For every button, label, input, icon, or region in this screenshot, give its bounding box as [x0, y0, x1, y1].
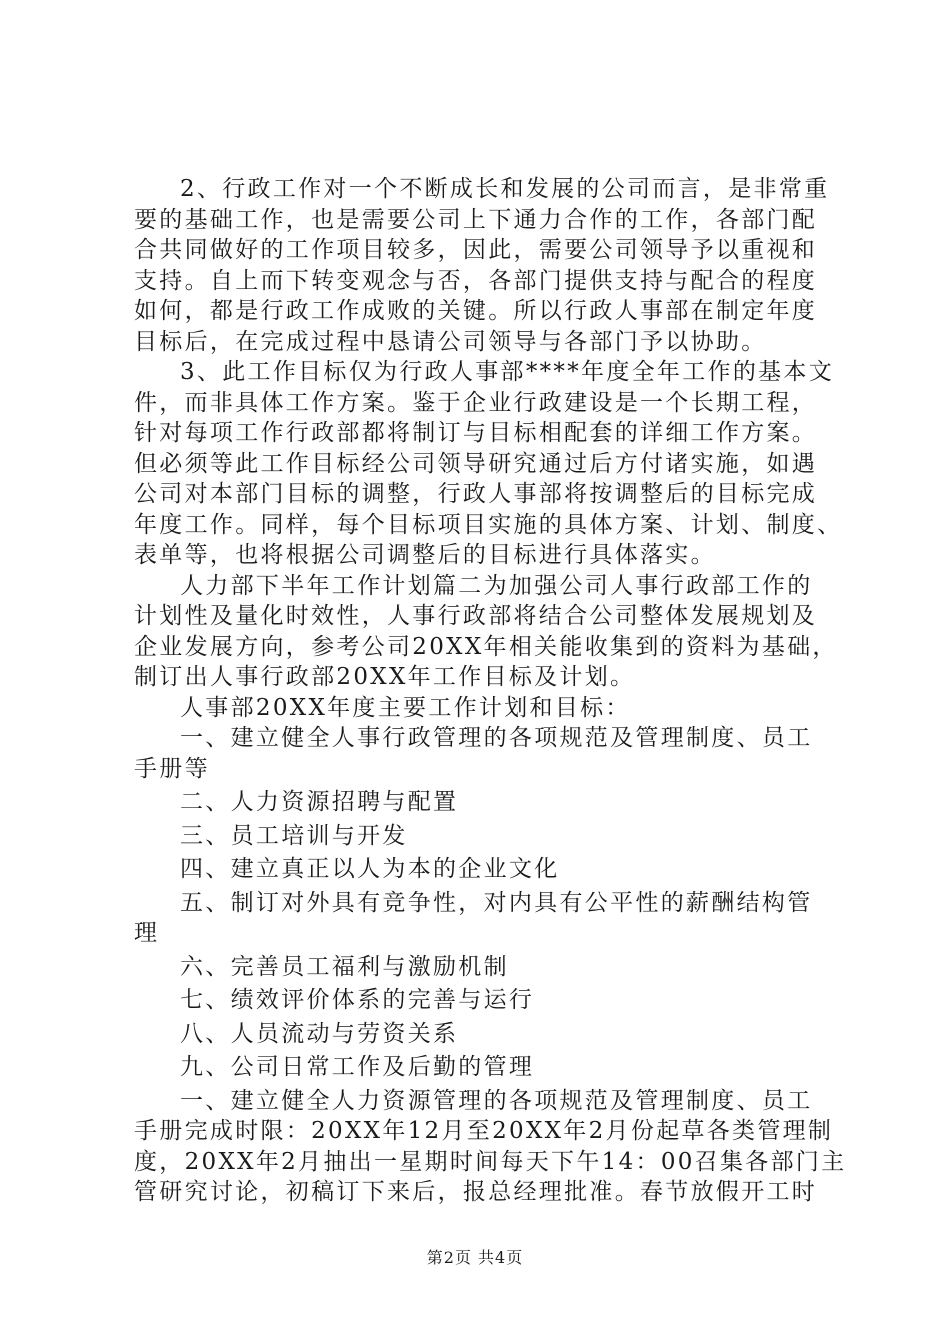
text-line: 针对每项工作行政部都将制订与目标相配套的详细工作方案。 — [134, 420, 818, 446]
text-line: 支持。自上而下转变观念与否，各部门提供支持与配合的程度 — [134, 267, 818, 294]
text-line: 度，20XX年2月抽出一星期时间每天下午14：00召集各部门主 — [134, 1148, 847, 1175]
paragraph — [134, 1086, 847, 1208]
page-footer: 第2页 共4页 — [426, 1248, 524, 1267]
paragraph — [134, 1019, 834, 1050]
text-line: 一、建立健全人事行政管理的各项规范及管理制度、员工 — [180, 725, 813, 751]
text-line: 计划性及量化时效性，人事行政部将结合公司整体发展规划及 — [134, 603, 818, 629]
text-line: 管研究讨论，初稿订下来后，报总经理批准。春节放假开工时 — [134, 1179, 818, 1205]
paragraph — [134, 952, 834, 983]
text-line: 理 — [134, 920, 160, 946]
text-line: 一、建立健全人力资源管理的各项规范及管理制度、员工 — [180, 1087, 813, 1114]
text-line: 件，而非具体工作方案。鉴于企业行政建设是一个长期工程， — [134, 389, 818, 416]
text-line: 二、人力资源招聘与配置 — [180, 789, 459, 815]
paragraph — [134, 571, 838, 693]
text-line: 目标后，在完成过程中恳请公司领导与各部门予以协助。 — [134, 328, 767, 355]
text-line: 九、公司日常工作及后勤的管理 — [180, 1054, 535, 1080]
text-line: 但必须等此工作目标经公司领导研究通过后方付诸实施，如遇 — [134, 450, 818, 477]
paragraph — [134, 787, 834, 818]
text-line: 手册完成时限：20XX年12月至20XX年2月份起草各类管理制 — [134, 1118, 834, 1144]
text-line: 要的基础工作，也是需要公司上下通力合作的工作，各部门配 — [134, 206, 818, 233]
text-line: 五、制订对外具有竞争性，对内具有公平性的薪酬结构管 — [180, 889, 813, 916]
text-line: 如何，都是行政工作成败的关键。所以行政人事部在制定年度 — [134, 298, 818, 324]
text-line: 公司对本部门目标的调整，行政人事部将按调整后的目标完成 — [134, 481, 818, 507]
text-line: 八、人员流动与劳资关系 — [180, 1020, 459, 1047]
document-body — [134, 174, 847, 1208]
paragraph — [134, 174, 834, 357]
text-line: 七、绩效评价体系的完善与运行 — [180, 987, 535, 1013]
paragraph — [134, 1052, 834, 1083]
text-line: 合共同做好的工作项目较多，因此，需要公司领导予以重视和 — [134, 237, 818, 263]
text-line: 三、员工培训与开发 — [180, 822, 408, 849]
paragraph — [134, 985, 834, 1016]
paragraph — [134, 888, 834, 949]
text-line: 手册等 — [134, 755, 210, 782]
paragraph — [134, 693, 834, 724]
paragraph — [134, 357, 843, 571]
text-line: 六、完善员工福利与激励机制 — [180, 953, 509, 980]
text-line: 2、行政工作对一个不断成长和发展的公司而言，是非常重 — [180, 176, 830, 202]
text-line: 人事部20XX年度主要工作计划和目标： — [180, 694, 631, 721]
text-line: 四、建立真正以人为本的企业文化 — [180, 856, 560, 882]
text-line: 3、此工作目标仅为行政人事部****年度全年工作的基本文 — [180, 359, 835, 385]
text-line: 制订出人事行政部20XX年工作目标及计划。 — [134, 664, 636, 690]
paragraph — [134, 821, 834, 852]
text-line: 年度工作。同样，每个目标项目实施的具体方案、计划、制度、 — [134, 511, 843, 538]
paragraph — [134, 723, 834, 784]
text-line: 表单等，也将根据公司调整后的目标进行具体落实。 — [134, 542, 716, 568]
paragraph — [134, 854, 834, 885]
text-line: 企业发展方向，参考公司20XX年相关能收集到的资料为基础， — [134, 633, 838, 660]
text-line: 人力部下半年工作计划篇二为加强公司人事行政部工作的 — [180, 572, 813, 599]
